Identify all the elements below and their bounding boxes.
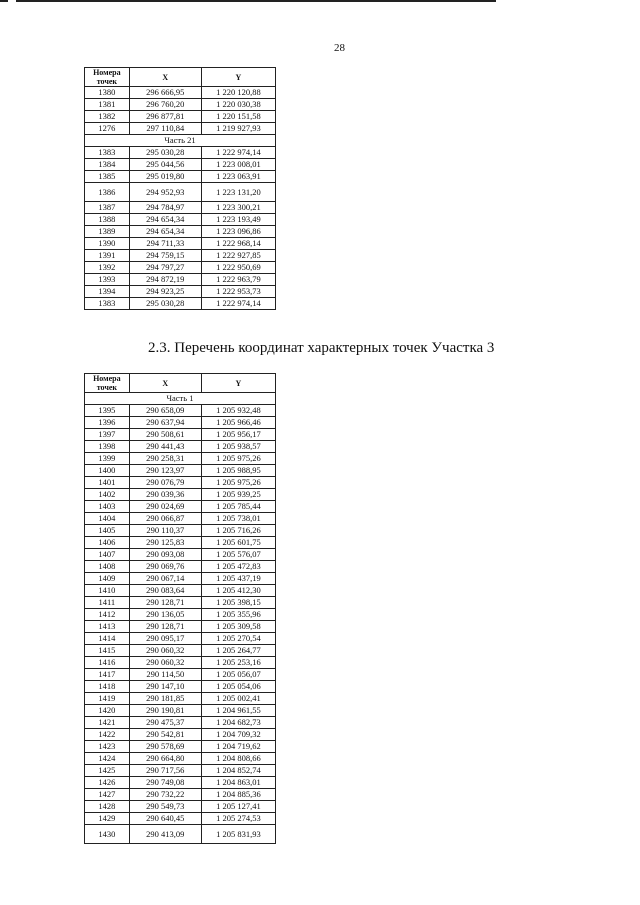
x-cell: 290 637,94: [129, 417, 201, 429]
header-x: X: [129, 374, 201, 393]
x-cell: 294 797,27: [129, 262, 201, 274]
y-cell: 1 204 719,62: [201, 741, 275, 753]
page-number: 28: [334, 42, 345, 54]
x-cell: 290 258,31: [129, 453, 201, 465]
x-cell: 290 732,22: [129, 789, 201, 801]
x-cell: 290 093,08: [129, 549, 201, 561]
y-cell: 1 222 927,85: [201, 250, 275, 262]
point-number-cell: 1393: [85, 274, 130, 286]
part-label: Часть 21: [85, 135, 276, 147]
x-cell: 290 664,80: [129, 753, 201, 765]
point-number-cell: 1399: [85, 453, 130, 465]
table-row: [85, 405, 276, 417]
table-row: [85, 813, 276, 825]
point-number-cell: 1426: [85, 777, 130, 789]
point-number-cell: 1408: [85, 561, 130, 573]
header-y: Y: [201, 68, 275, 87]
coordinates-table-1: [84, 67, 276, 310]
table1-body-after: [85, 147, 276, 310]
y-cell: 1 205 932,48: [201, 405, 275, 417]
y-cell: 1 220 030,38: [201, 99, 275, 111]
x-cell: 294 784,97: [129, 202, 201, 214]
y-cell: 1 222 950,69: [201, 262, 275, 274]
x-cell: 295 044,56: [129, 159, 201, 171]
y-cell: 1 205 002,41: [201, 693, 275, 705]
x-cell: 290 039,36: [129, 489, 201, 501]
point-number-cell: 1387: [85, 202, 130, 214]
table-row: [85, 262, 276, 274]
section-title: 2.3. Перечень координат характерных точек Участка 3: [148, 340, 495, 356]
table-row: [85, 238, 276, 250]
y-cell: 1 205 956,17: [201, 429, 275, 441]
x-cell: 290 095,17: [129, 633, 201, 645]
y-cell: 1 205 601,75: [201, 537, 275, 549]
x-cell: 290 060,32: [129, 657, 201, 669]
table-row: [85, 417, 276, 429]
header-y: Y: [201, 374, 275, 393]
y-cell: 1 205 472,83: [201, 561, 275, 573]
y-cell: 1 222 974,14: [201, 147, 275, 159]
table-row: [85, 477, 276, 489]
x-cell: 290 578,69: [129, 741, 201, 753]
point-number-cell: 1425: [85, 765, 130, 777]
table-row: [85, 429, 276, 441]
table-row: [85, 573, 276, 585]
point-number-cell: 1415: [85, 645, 130, 657]
table-row: [85, 609, 276, 621]
x-cell: 290 475,37: [129, 717, 201, 729]
table-row: [85, 801, 276, 813]
y-cell: 1 205 264,77: [201, 645, 275, 657]
table-row: [85, 753, 276, 765]
x-cell: 296 877,81: [129, 111, 201, 123]
table-row: [85, 214, 276, 226]
y-cell: 1 204 709,32: [201, 729, 275, 741]
point-number-cell: 1404: [85, 513, 130, 525]
point-number-cell: 1383: [85, 147, 130, 159]
y-cell: 1 205 966,46: [201, 417, 275, 429]
point-number-cell: 1424: [85, 753, 130, 765]
y-cell: 1 222 963,79: [201, 274, 275, 286]
y-cell: 1 205 716,26: [201, 525, 275, 537]
y-cell: 1 223 096,86: [201, 226, 275, 238]
x-cell: 290 508,61: [129, 429, 201, 441]
point-number-cell: 1381: [85, 99, 130, 111]
table-row: [85, 657, 276, 669]
y-cell: 1 205 054,06: [201, 681, 275, 693]
x-cell: 290 123,97: [129, 465, 201, 477]
point-number-cell: 1400: [85, 465, 130, 477]
x-cell: 290 658,09: [129, 405, 201, 417]
y-cell: 1 205 988,95: [201, 465, 275, 477]
point-number-cell: 1406: [85, 537, 130, 549]
table-row: [85, 825, 276, 844]
point-number-cell: 1414: [85, 633, 130, 645]
x-cell: 290 060,32: [129, 645, 201, 657]
table-row: [85, 741, 276, 753]
y-cell: 1 205 127,41: [201, 801, 275, 813]
point-number-cell: 1276: [85, 123, 130, 135]
x-cell: 296 760,20: [129, 99, 201, 111]
x-cell: 290 413,09: [129, 825, 201, 844]
y-cell: 1 205 412,30: [201, 585, 275, 597]
table2-body: [85, 405, 276, 844]
x-cell: 290 066,87: [129, 513, 201, 525]
scan-top-edge: [0, 0, 640, 2]
y-cell: 1 220 120,88: [201, 87, 275, 99]
y-cell: 1 222 974,14: [201, 298, 275, 310]
x-cell: 290 114,50: [129, 669, 201, 681]
y-cell: 1 204 682,73: [201, 717, 275, 729]
point-number-cell: 1429: [85, 813, 130, 825]
y-cell: 1 205 253,16: [201, 657, 275, 669]
y-cell: 1 204 852,74: [201, 765, 275, 777]
y-cell: 1 222 953,73: [201, 286, 275, 298]
point-number-cell: 1407: [85, 549, 130, 561]
table-row: [85, 226, 276, 238]
table-row: [85, 147, 276, 159]
y-cell: 1 219 927,93: [201, 123, 275, 135]
point-number-cell: 1420: [85, 705, 130, 717]
point-number-cell: 1382: [85, 111, 130, 123]
point-number-cell: 1401: [85, 477, 130, 489]
table-row: [85, 183, 276, 202]
table-row: [85, 561, 276, 573]
y-cell: 1 204 863,01: [201, 777, 275, 789]
x-cell: 290 441,43: [129, 441, 201, 453]
point-number-cell: 1388: [85, 214, 130, 226]
table1-body-before: [85, 87, 276, 135]
point-number-cell: 1422: [85, 729, 130, 741]
point-number-cell: 1412: [85, 609, 130, 621]
table-row: [85, 549, 276, 561]
y-cell: 1 204 961,55: [201, 705, 275, 717]
part-label: Часть 1: [85, 393, 276, 405]
point-number-cell: 1384: [85, 159, 130, 171]
x-cell: 295 030,28: [129, 147, 201, 159]
point-number-cell: 1419: [85, 693, 130, 705]
point-number-cell: 1386: [85, 183, 130, 202]
x-cell: 294 711,33: [129, 238, 201, 250]
table-row: [85, 585, 276, 597]
table-row: [85, 202, 276, 214]
y-cell: 1 204 808,66: [201, 753, 275, 765]
x-cell: 295 030,28: [129, 298, 201, 310]
y-cell: 1 204 885,36: [201, 789, 275, 801]
x-cell: 290 069,76: [129, 561, 201, 573]
x-cell: 294 952,93: [129, 183, 201, 202]
point-number-cell: 1409: [85, 573, 130, 585]
point-number-cell: 1396: [85, 417, 130, 429]
table2-part-row: [85, 393, 276, 405]
table-row: [85, 621, 276, 633]
point-number-cell: 1430: [85, 825, 130, 844]
x-cell: 290 024,69: [129, 501, 201, 513]
y-cell: 1 205 355,96: [201, 609, 275, 621]
y-cell: 1 223 131,20: [201, 183, 275, 202]
table-row: [85, 633, 276, 645]
point-number-cell: 1389: [85, 226, 130, 238]
x-cell: 290 083,64: [129, 585, 201, 597]
x-cell: 290 125,83: [129, 537, 201, 549]
y-cell: 1 205 398,15: [201, 597, 275, 609]
table-row: [85, 489, 276, 501]
table-row: [85, 717, 276, 729]
x-cell: 290 067,14: [129, 573, 201, 585]
table-row: [85, 525, 276, 537]
y-cell: 1 205 056,07: [201, 669, 275, 681]
table-row: [85, 99, 276, 111]
point-number-cell: 1390: [85, 238, 130, 250]
point-number-cell: 1428: [85, 801, 130, 813]
y-cell: 1 205 576,07: [201, 549, 275, 561]
x-cell: 290 640,45: [129, 813, 201, 825]
x-cell: 290 549,73: [129, 801, 201, 813]
y-cell: 1 205 270,54: [201, 633, 275, 645]
table-row: [85, 159, 276, 171]
point-number-cell: 1394: [85, 286, 130, 298]
x-cell: 290 128,71: [129, 621, 201, 633]
y-cell: 1 223 193,49: [201, 214, 275, 226]
point-number-cell: 1398: [85, 441, 130, 453]
point-number-cell: 1395: [85, 405, 130, 417]
x-cell: 294 759,15: [129, 250, 201, 262]
table-row: [85, 286, 276, 298]
point-number-cell: 1418: [85, 681, 130, 693]
point-number-cell: 1385: [85, 171, 130, 183]
header-point-number: Номера точек: [85, 68, 130, 87]
table-row: [85, 501, 276, 513]
y-cell: 1 222 968,14: [201, 238, 275, 250]
table-row: [85, 453, 276, 465]
y-cell: 1 205 437,19: [201, 573, 275, 585]
point-number-cell: 1417: [85, 669, 130, 681]
table-row: [85, 789, 276, 801]
table-row: [85, 705, 276, 717]
table-row: [85, 123, 276, 135]
x-cell: 290 136,05: [129, 609, 201, 621]
y-cell: 1 205 785,44: [201, 501, 275, 513]
table-header-row: [85, 374, 276, 393]
y-cell: 1 205 738,01: [201, 513, 275, 525]
table-row: [85, 465, 276, 477]
table-row: [85, 669, 276, 681]
y-cell: 1 205 975,26: [201, 453, 275, 465]
point-number-cell: 1410: [85, 585, 130, 597]
table-row: [85, 765, 276, 777]
table-row: [85, 645, 276, 657]
table-row: [85, 171, 276, 183]
header-x: X: [129, 68, 201, 87]
y-cell: 1 205 274,53: [201, 813, 275, 825]
y-cell: 1 220 151,58: [201, 111, 275, 123]
point-number-cell: 1413: [85, 621, 130, 633]
x-cell: 294 654,34: [129, 214, 201, 226]
point-number-cell: 1405: [85, 525, 130, 537]
x-cell: 290 147,10: [129, 681, 201, 693]
y-cell: 1 223 300,21: [201, 202, 275, 214]
x-cell: 297 110,84: [129, 123, 201, 135]
point-number-cell: 1411: [85, 597, 130, 609]
table-row: [85, 441, 276, 453]
x-cell: 290 076,79: [129, 477, 201, 489]
point-number-cell: 1397: [85, 429, 130, 441]
point-number-cell: 1392: [85, 262, 130, 274]
x-cell: 290 542,81: [129, 729, 201, 741]
table-row: [85, 537, 276, 549]
y-cell: 1 205 938,57: [201, 441, 275, 453]
point-number-cell: 1391: [85, 250, 130, 262]
point-number-cell: 1416: [85, 657, 130, 669]
point-number-cell: 1421: [85, 717, 130, 729]
table-row: [85, 681, 276, 693]
table-row: [85, 87, 276, 99]
x-cell: 296 666,95: [129, 87, 201, 99]
header-point-number: Номера точек: [85, 374, 130, 393]
table-row: [85, 597, 276, 609]
table1-part-row: [85, 135, 276, 147]
table-header-row: [85, 68, 276, 87]
point-number-cell: 1402: [85, 489, 130, 501]
table-row: [85, 777, 276, 789]
x-cell: 290 110,37: [129, 525, 201, 537]
point-number-cell: 1403: [85, 501, 130, 513]
table-row: [85, 513, 276, 525]
point-number-cell: 1427: [85, 789, 130, 801]
y-cell: 1 205 975,26: [201, 477, 275, 489]
y-cell: 1 223 008,01: [201, 159, 275, 171]
table-row: [85, 298, 276, 310]
point-number-cell: 1423: [85, 741, 130, 753]
y-cell: 1 223 063,91: [201, 171, 275, 183]
x-cell: 290 190,81: [129, 705, 201, 717]
x-cell: 290 181,85: [129, 693, 201, 705]
y-cell: 1 205 939,25: [201, 489, 275, 501]
y-cell: 1 205 831,93: [201, 825, 275, 844]
table-row: [85, 729, 276, 741]
point-number-cell: 1380: [85, 87, 130, 99]
coordinates-table-2: [84, 373, 276, 844]
point-number-cell: 1383: [85, 298, 130, 310]
y-cell: 1 205 309,58: [201, 621, 275, 633]
table-row: [85, 111, 276, 123]
table-row: [85, 250, 276, 262]
x-cell: 294 872,19: [129, 274, 201, 286]
x-cell: 294 923,25: [129, 286, 201, 298]
x-cell: 290 749,08: [129, 777, 201, 789]
x-cell: 295 019,80: [129, 171, 201, 183]
x-cell: 290 717,56: [129, 765, 201, 777]
x-cell: 294 654,34: [129, 226, 201, 238]
table-row: [85, 274, 276, 286]
x-cell: 290 128,71: [129, 597, 201, 609]
table-row: [85, 693, 276, 705]
